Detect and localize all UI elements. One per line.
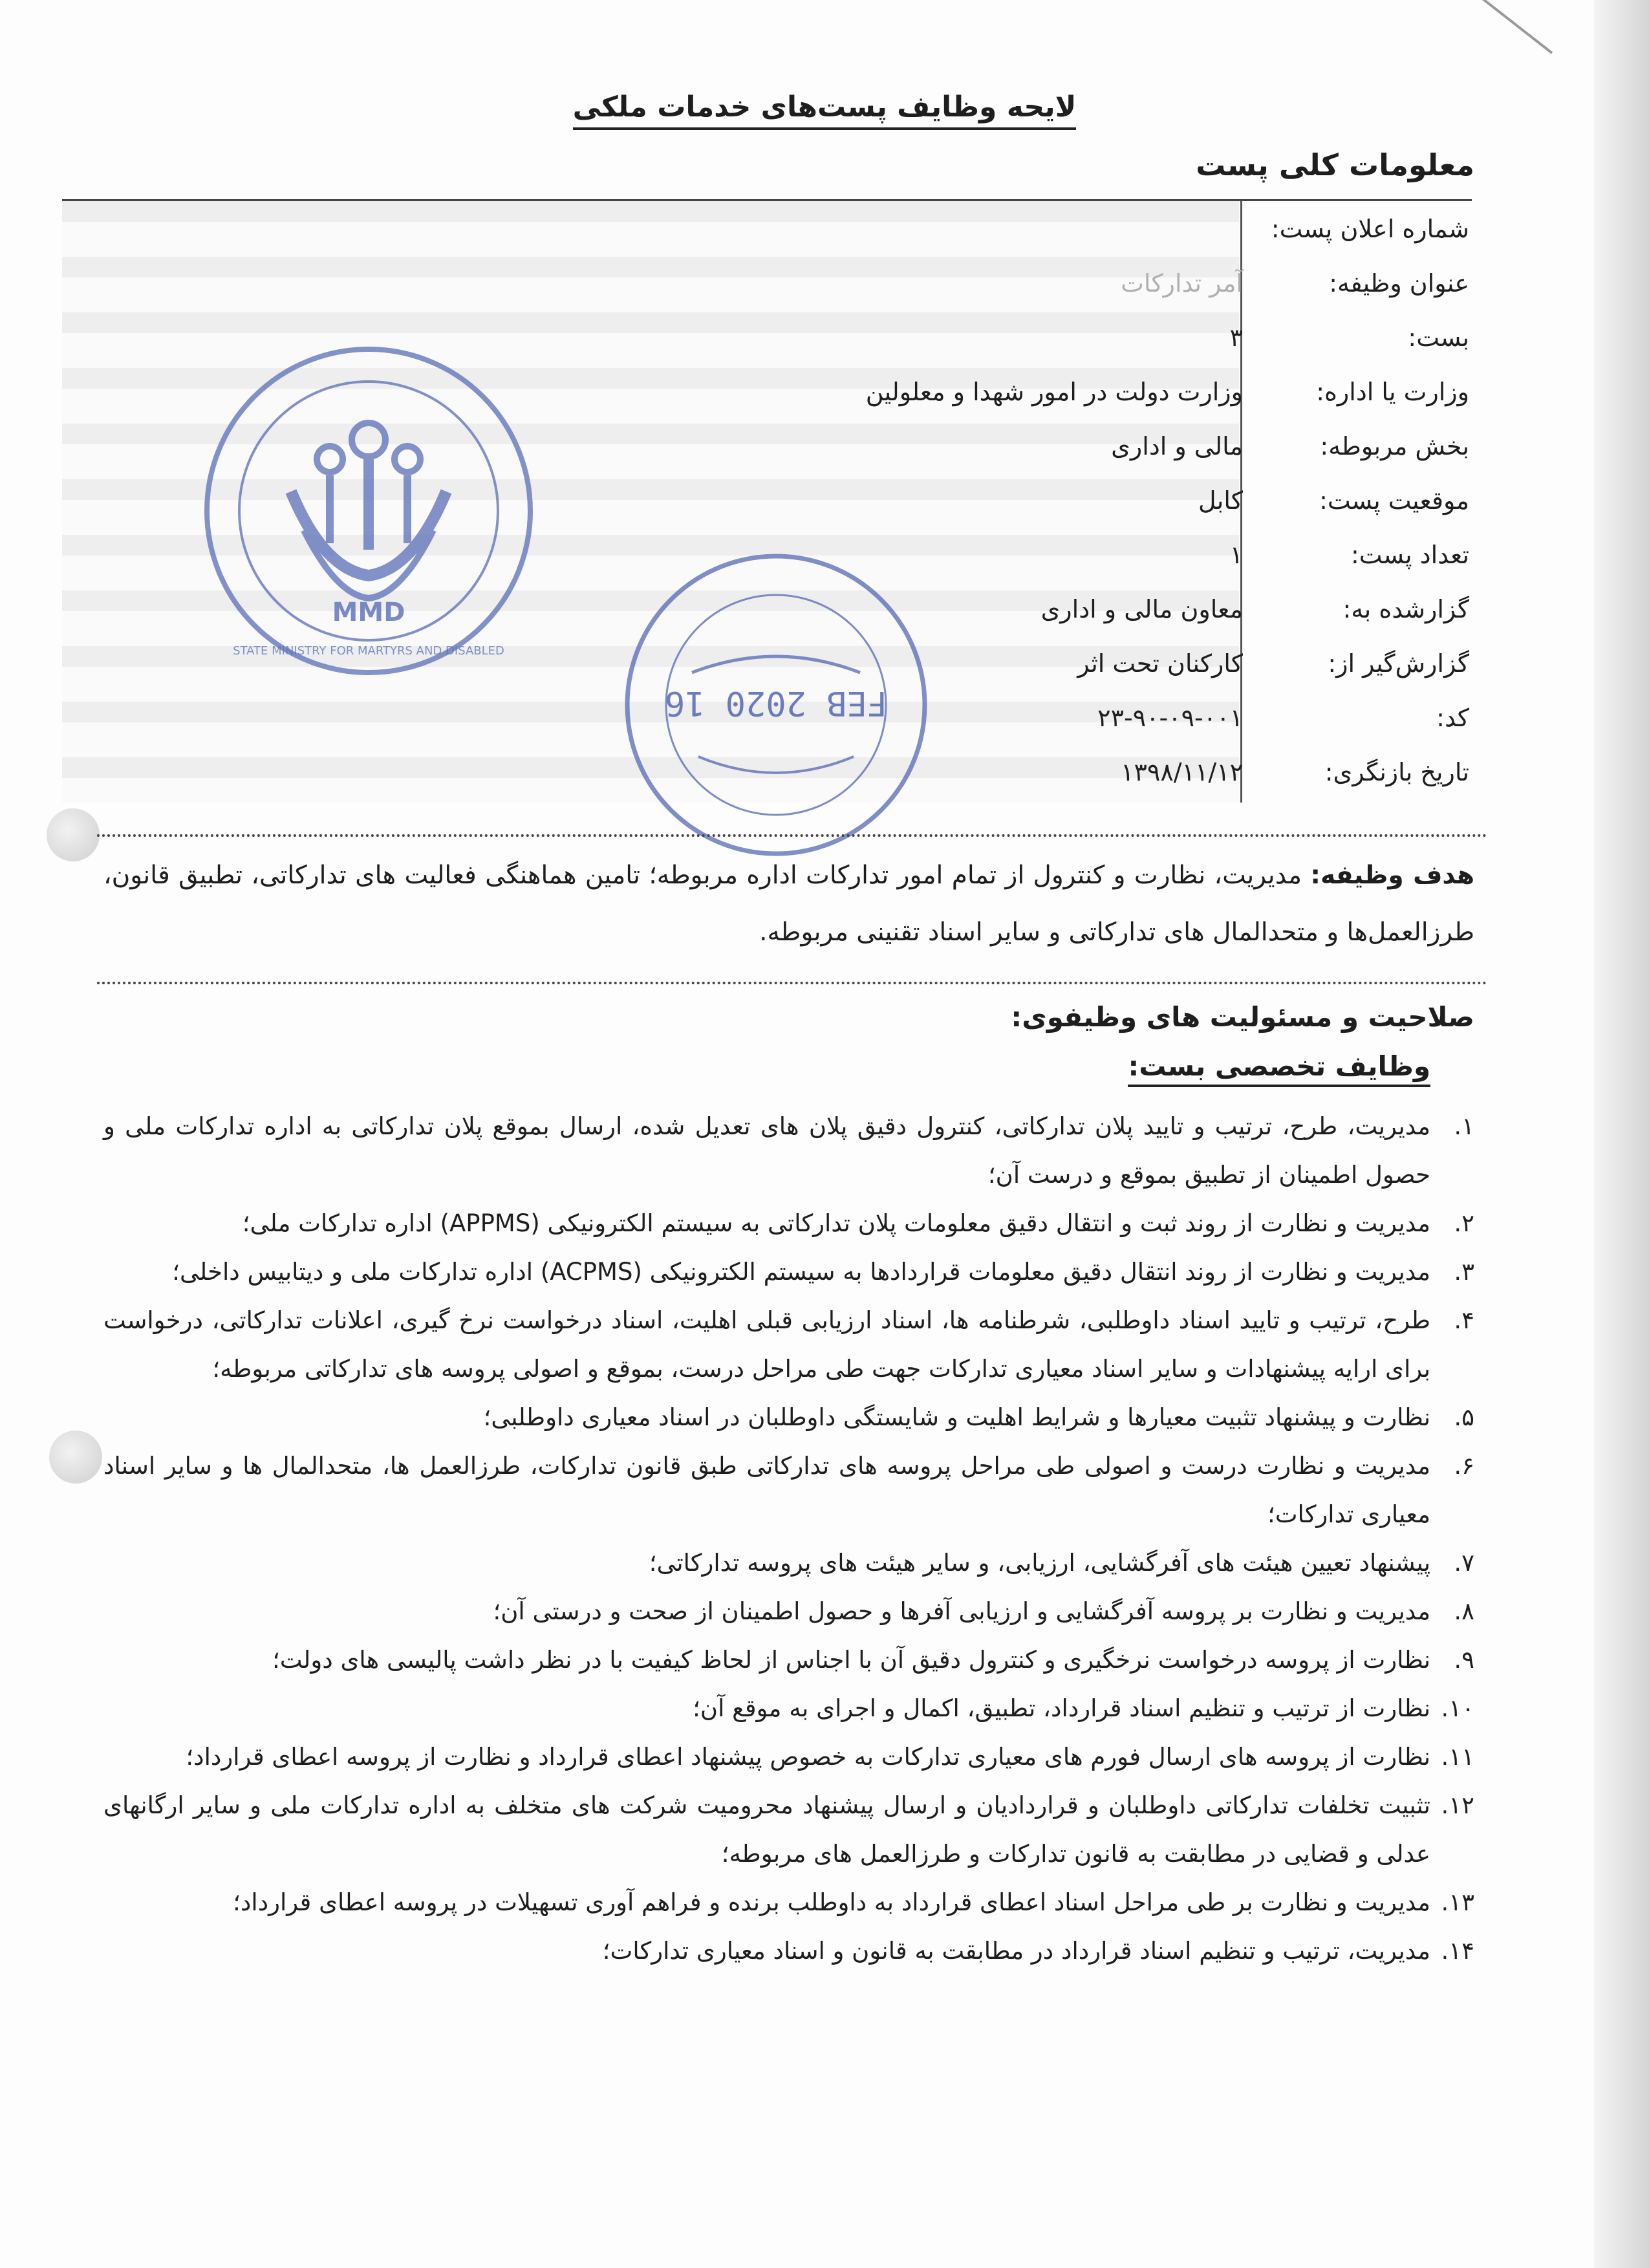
item-number: ۱۴. (1441, 1937, 1474, 1965)
ministry-stamp-text: STATE MINISTRY FOR MARTYRS AND DISABLED (233, 644, 504, 658)
item-text: مدیریت و نظارت بر پروسه آفرگشایی و ارزیابی آفرها و حصول اطمینان از صحت و درستی آن؛ (493, 1597, 1430, 1625)
ministry-stamp-abbr: MMD (332, 598, 405, 627)
item-number: ۴. (1454, 1306, 1474, 1334)
item-number: ۵. (1454, 1403, 1474, 1431)
item-text: نظارت از پروسه های ارسال فورم های معیاری تدارکات به خصوص پیشنهاد اعطای قرارداد و نظارت از پروسه اعطای قرارداد؛ (186, 1743, 1430, 1771)
info-label: تعداد پست: (1350, 541, 1469, 569)
info-label: تاریخ بازنگری: (1324, 758, 1469, 786)
punch-hole-icon (47, 808, 100, 861)
document-title-text: لایحه وظایف پست‌های خدمات ملکی (573, 91, 1077, 130)
info-label: وزارت یا اداره: (1316, 378, 1469, 406)
ministry-stamp-icon (194, 336, 543, 686)
list-item (103, 1442, 1474, 1539)
scan-edge (1594, 0, 1649, 2268)
info-row-announcement-number (62, 201, 1472, 257)
info-label: بست: (1408, 323, 1469, 352)
info-label: بخش مربوطه: (1320, 432, 1469, 460)
item-text: پیشنهاد تعیین هیئت های آفرگشایی، ارزیابی، و سایر هیئت های پروسه تدارکاتی؛ (649, 1549, 1430, 1577)
info-value: ۳ (1229, 323, 1243, 352)
list-item (103, 1199, 1474, 1247)
item-number: ۱. (1454, 1112, 1474, 1140)
list-item (103, 1539, 1474, 1587)
duties-subheading: وظایف تخصصی بست: (1128, 1050, 1430, 1087)
item-number: ۳. (1454, 1258, 1474, 1286)
date-stamp-text: 16 FEB 2020 (664, 684, 888, 722)
section-divider (97, 834, 1487, 837)
scan-mark (1480, 0, 1553, 54)
item-number: ۷. (1454, 1549, 1474, 1577)
objective-text: مدیریت، نظارت و کنترول از تمام امور تدارکات اداره مربوطه؛ تامین هماهنگی فعالیت های تدارکاتی، تطبیق قانون، طرزالعمل‌ها و متحدالمال های تدارکاتی و سایر اسناد تقنینی مربوطه. (103, 861, 1474, 947)
item-number: ۶. (1454, 1452, 1474, 1480)
punch-hole-icon (49, 1431, 102, 1484)
list-item (103, 1733, 1474, 1781)
objective-paragraph (103, 847, 1474, 961)
item-text: مدیریت و نظارت از روند ثبت و انتقال دقیق معلومات پلان تدارکاتی به سیستم الکترونیکی (APPMS) اداره تدارکات ملی؛ (242, 1209, 1430, 1237)
list-item (103, 1684, 1474, 1733)
item-number: ۲. (1454, 1209, 1474, 1237)
info-label: شماره اعلان پست: (1271, 215, 1469, 243)
info-label: گزارشده به: (1342, 595, 1469, 623)
item-number: ۱۰. (1441, 1694, 1474, 1722)
item-text: مدیریت و نظارت از روند انتقال دقیق معلومات قراردادها به سیستم الکترونیکی (ACPMS) اداره تدارکات ملی و دیتابیس داخلی؛ (172, 1258, 1430, 1286)
info-label: گزارش‌گیر از: (1328, 649, 1469, 678)
info-value: ۲۳-۹۰-۰۹-۰۰۱ (1097, 704, 1243, 732)
item-number: ۱۳. (1441, 1888, 1474, 1916)
item-number: ۱۱. (1441, 1743, 1474, 1771)
info-row-job-title (62, 255, 1472, 311)
item-text: تثبیت تخلفات تدارکاتی داوطلبان و قراردادیان و ارسال پیشنهاد محرومیت شرکت های متخلف به اداره تدارکات ملی و سایر ارگانهای عدلی و قضایی در مطابقت به قانون تدارکات و طرزالعمل های مربوطه؛ (103, 1791, 1430, 1868)
info-value: معاون مالی و اداری (1040, 595, 1243, 623)
duties-list (103, 1102, 1474, 1975)
section-divider (97, 982, 1487, 984)
general-info-heading: معلومات کلی پست (1196, 147, 1474, 182)
item-text: نظارت و پیشنهاد تثبیت معیارها و شرایط اهلیت و شایستگی داوطلبان در اسناد معیاری داوطلبی؛ (483, 1403, 1430, 1431)
list-item (103, 1878, 1474, 1927)
info-value: مالی و اداری (1111, 432, 1243, 460)
document-title (0, 91, 1649, 124)
responsibilities-heading: صلاحیت و مسئولیت های وظیفوی: (1011, 1001, 1474, 1033)
info-value: وزارت دولت در امور شهدا و معلولین (865, 378, 1243, 406)
info-value: ۱ (1229, 541, 1243, 569)
item-text: مدیریت و نظارت بر طی مراحل اسناد اعطای قرارداد به داوطلب برنده و فراهم آوری تسهیلات در پروسه اعطای قرارداد؛ (233, 1888, 1430, 1916)
info-value: ۱۳۹۸/۱۱/۱۲ (1121, 758, 1243, 786)
list-item (103, 1927, 1474, 1975)
item-number: ۸. (1454, 1597, 1474, 1625)
objective-label: هدف وظیفه: (1310, 861, 1474, 890)
item-number: ۱۲. (1441, 1791, 1474, 1819)
item-text: نظارت از پروسه درخواست نرخگیری و کنترول دقیق آن با اجناس از لحاظ کیفیت با در نظر داشت پالیسی های دولت؛ (272, 1646, 1430, 1674)
item-text: مدیریت، ترتیب و تنظیم اسناد قرارداد در مطابقت به قانون و اسناد معیاری تدارکات؛ (602, 1937, 1430, 1965)
list-item (103, 1296, 1474, 1393)
item-number: ۹. (1454, 1646, 1474, 1674)
item-text: مدیریت و نظارت درست و اصولی طی مراحل پروسه های تدارکاتی طبق قانون تدارکات، طرزالعمل ها، متحدالمال ها و سایر اسناد معیاری تدارکات؛ (103, 1452, 1430, 1528)
list-item (103, 1102, 1474, 1199)
list-item (103, 1587, 1474, 1636)
list-item (103, 1393, 1474, 1442)
list-item (103, 1247, 1474, 1296)
list-item (103, 1781, 1474, 1878)
info-value: کابل (1198, 486, 1243, 515)
item-text: طرح، ترتیب و تایید اسناد داوطلبی، شرطنامه ها، اسناد ارزیابی قبلی اهلیت، اسناد درخواست نرخ گیری، اعلانات تدارکاتی، درخواست برای ارایه پیشنهادات و سایر اسناد معیاری تدارکات جهت طی مراحل درست، بموقع و اصولی پروسه های تدارکاتی مربوطه؛ (103, 1306, 1430, 1383)
info-value: کارکنان تحت اثر (1077, 649, 1243, 678)
info-value: آمر تدارکات (1121, 269, 1243, 297)
info-label: موقعیت پست: (1319, 486, 1469, 515)
list-item (103, 1636, 1474, 1684)
item-text: مدیریت، طرح، ترتیب و تایید پلان تدارکاتی، کنترول دقیق پلان های تعدیل شده، ارسال بموقع پلان تدارکاتی به اداره تدارکات ملی و حصول اطمینان از تطبیق بموقع و درست آن؛ (103, 1112, 1430, 1189)
info-label: کد: (1436, 704, 1469, 732)
info-label: عنوان وظیفه: (1329, 269, 1469, 297)
date-stamp-icon (601, 543, 951, 867)
item-text: نظارت از ترتیب و تنظیم اسناد قرارداد، تطبیق، اکمال و اجرای به موقع آن؛ (693, 1694, 1430, 1722)
